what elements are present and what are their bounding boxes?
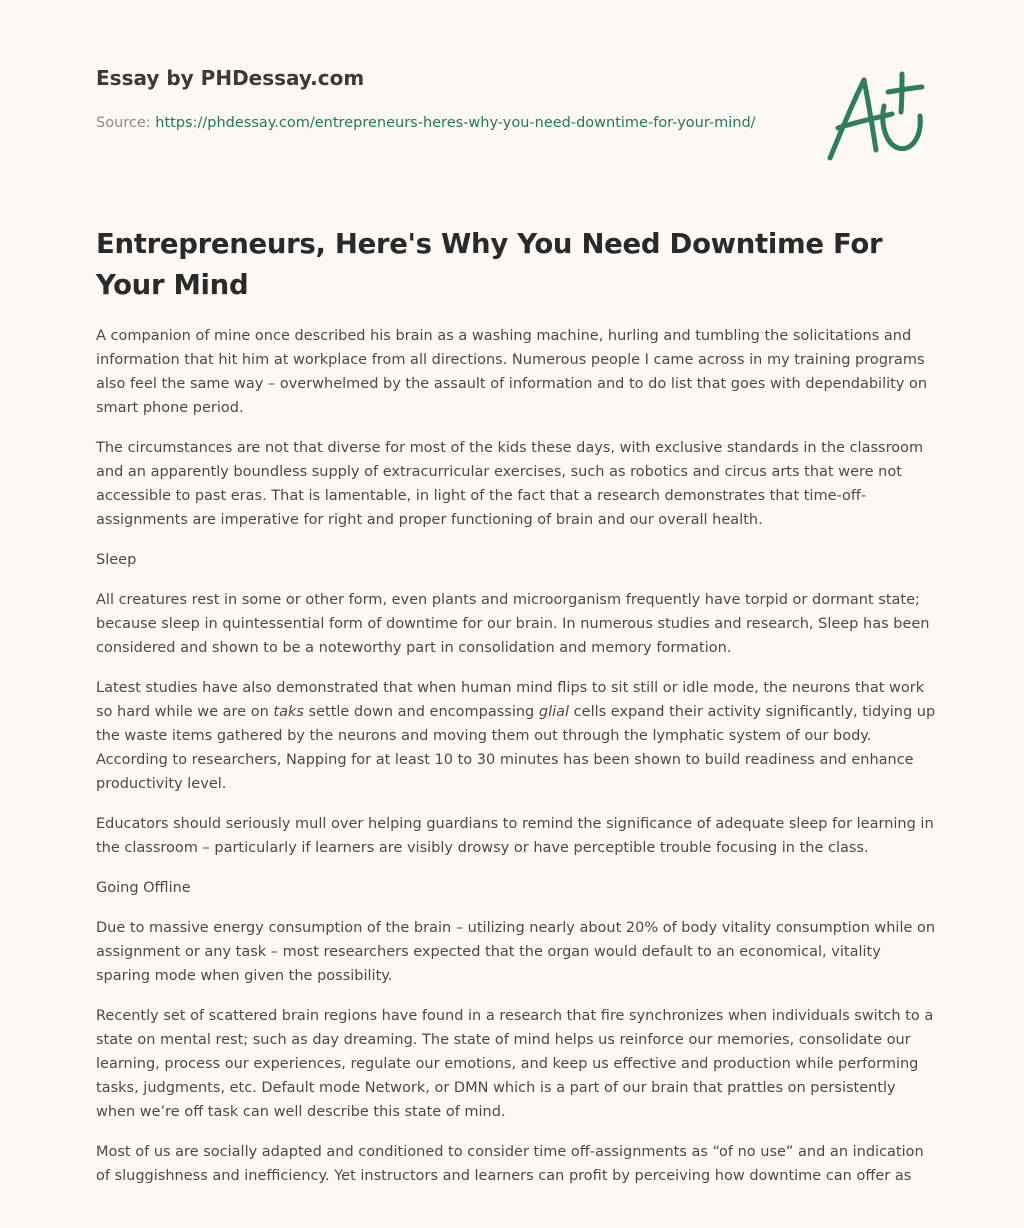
section-heading-going-offline: Going Offline xyxy=(96,880,191,896)
paragraph: The circumstances are not that diverse for most of the kids these days, with exclusive standards in the classroom and an apparently boundless supply of extracurricular exercises, such as robotics and circus arts that were not accessible to past eras. That is lamentable, in light of the fact that a research demonstrates that time-off-assignments are imperative for right and proper functioning of brain and our overall health. xyxy=(96,440,924,528)
paragraph: Educators should seriously mull over helping guardians to remind the significance of adequate sleep for learning in the classroom – particularly if learners are visibly drowsy or have perceptible trouble focusing in the class. xyxy=(96,816,934,856)
paragraph: Recently set of scattered brain regions have found in a research that fire synchronizes when individuals switch to a state on mental rest; such as day dreaming. The state of mind helps us reinforce our memories, consolidate our learning, process our experiences, regulate our emotions, and keep us effective and production while performing tasks, judgments, etc. Default mode Network, or DMN which is a part of our brain that prattles on persistently when we’re off task can well describe this state of mind. xyxy=(96,1008,934,1120)
section-heading-sleep: Sleep xyxy=(96,552,137,568)
paragraph-text: Latest studies have also demonstrated that when human mind flips to sit still or idle mode, the neurons that work so hard while we are on xyxy=(96,680,925,720)
site-brand: Essay by PHDessay.com xyxy=(96,66,365,90)
paragraph-text: cells expand their activity significantly, tidying up the waste items gathered by the neurons and moving them out through the lymphatic system of our body. According to researchers, Napping for at least 10 to 30 minutes has been shown to build readiness and enhance productivity level. xyxy=(96,704,936,792)
paragraph xyxy=(96,676,936,796)
source-link[interactable]: https://phdessay.com/entrepreneurs-heres-why-you-need-downtime-for-your-mind/ xyxy=(155,115,756,131)
a-plus-grade-icon xyxy=(818,66,928,166)
source-line xyxy=(96,111,756,135)
paragraph-text: settle down and encompassing xyxy=(303,704,539,720)
source-label: Source: xyxy=(96,115,156,131)
paragraph: All creatures rest in some or other form, even plants and microorganism frequently have torpid or dormant state; because sleep in quintessential form of downtime for our brain. In numerous studies and research, Sleep has been considered and shown to be a noteworthy part in consolidation and memory formation. xyxy=(96,592,930,656)
essay-body xyxy=(96,324,936,1204)
italic-word: glial xyxy=(538,704,570,720)
italic-word: taks xyxy=(273,704,304,720)
essay-title: Entrepreneurs, Here's Why You Need Downtime For Your Mind xyxy=(96,228,883,301)
paragraph: Due to massive energy consumption of the brain – utilizing nearly about 20% of body vitality consumption while on assignment or any task – most researchers expected that the organ would default to an economical, vitality sparing mode when given the possibility. xyxy=(96,920,936,984)
paragraph: A companion of mine once described his brain as a washing machine, hurling and tumbling the solicitations and information that hit him at workplace from all directions. Numerous people I came across in my training programs also feel the same way – overwhelmed by the assault of information and to do list that goes with dependability on smart phone period. xyxy=(96,328,928,416)
paragraph: Most of us are socially adapted and conditioned to consider time off-assignments as “of no use” and an indication of sluggishness and inefficiency. Yet instructors and learners can profit by perceiving how downtime can offer as xyxy=(96,1144,924,1184)
essay-header xyxy=(96,64,796,135)
